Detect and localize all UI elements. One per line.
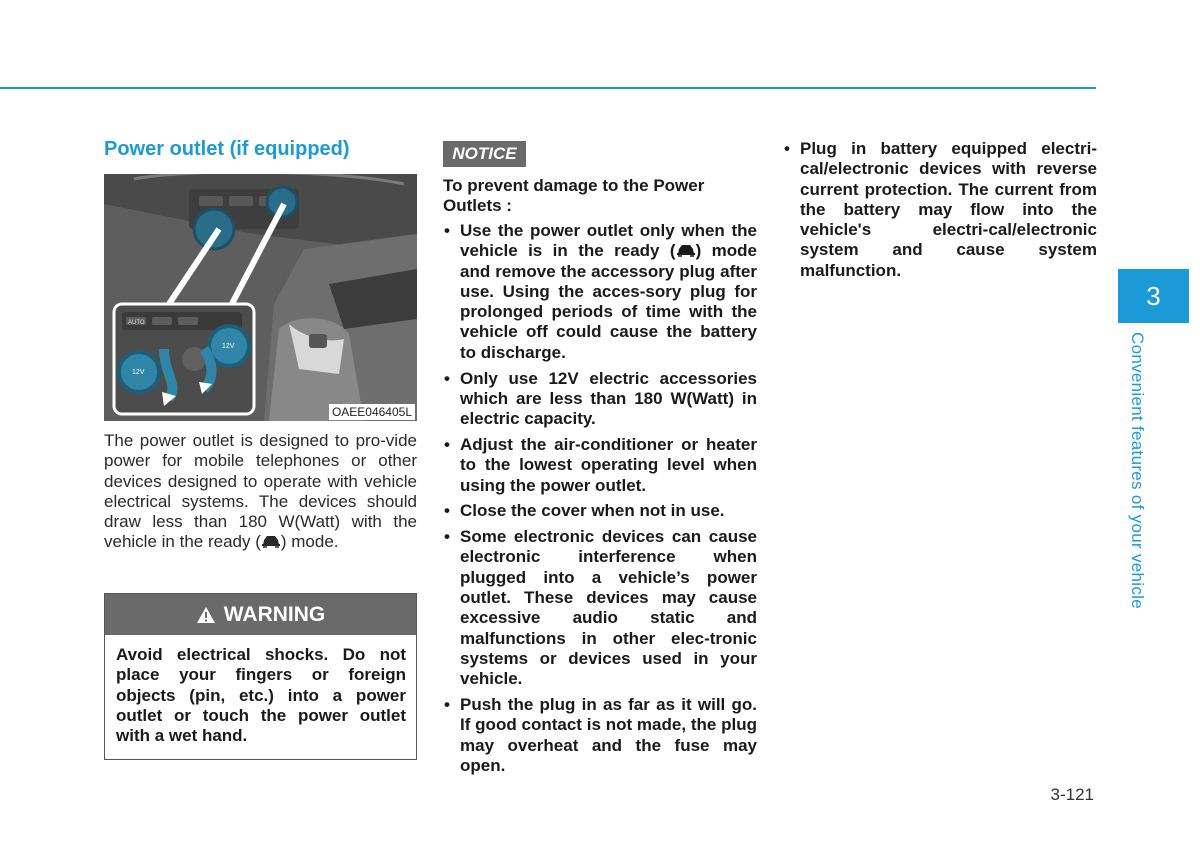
notice-badge: NOTICE — [443, 141, 526, 167]
notice-intro: To prevent damage to the Power Outlets : — [443, 176, 705, 216]
ready-mode-icon — [676, 242, 696, 258]
column3-list — [783, 139, 1097, 287]
ready-mode-icon — [261, 533, 281, 549]
notice-item-0-before: Use the power outlet only when the vehicle is in the ready ( — [460, 221, 757, 261]
section-title: Power outlet (if equipped) — [104, 138, 350, 160]
figure-label-auto: AUTO — [128, 320, 145, 326]
column3-item-battery-devices: • Plug in battery equipped electri-cal/electronic devices with reverse current protection. The current from the battery may flow into the vehicle's electri-cal/electronic system and cause system malfunction. — [783, 139, 1097, 281]
chapter-label — [1127, 332, 1151, 622]
figure-caption: OAEE046405L — [329, 404, 415, 420]
intro-text-after: ) mode. — [280, 532, 339, 552]
figure-label-12v-right: 12V — [222, 343, 235, 350]
notice-list — [443, 221, 757, 782]
notice-item-close-cover: • Close the cover when not in use. — [443, 501, 757, 521]
warning-header — [105, 594, 416, 635]
top-rule — [0, 87, 1096, 89]
console-illustration — [104, 174, 417, 421]
notice-item-aircon: • Adjust the air-conditioner or heater to the lowest operating level when using the power outlet. — [443, 435, 757, 496]
notice-item-interference: • Some electronic devices can cause electronic interference when plugged into a vehicle’s power outlet. These devices may cause excessive audio static and malfunctions in other elec-tronic systems or devices used in your vehicle. — [443, 527, 757, 689]
notice-item-12v: • Only use 12V electric accessories which are less than 180 W(Watt) in electric capacity. — [443, 369, 757, 430]
power-outlet-figure — [104, 174, 417, 421]
notice-item-ready-mode — [443, 221, 757, 363]
figure-label-12v-left: 12V — [132, 369, 145, 376]
chapter-title: Convenient features of your vehicle — [1128, 332, 1147, 609]
notice-item-push-plug: • Push the plug in as far as it will go. If good contact is not made, the plug may overheat and the fuse may open. — [443, 695, 757, 776]
intro-paragraph — [104, 431, 417, 553]
chapter-tab: 3 — [1118, 269, 1189, 323]
warning-title: WARNING — [223, 602, 326, 626]
warning-box — [104, 593, 417, 760]
notice-item-0-after: ) mode and remove the accessory plug after use. Using the acces-sory plug for prolonged periods of time with the vehicle off could cause the battery to discharge. — [460, 241, 757, 362]
intro-text-before: The power outlet is designed to pro-vide power for mobile telephones or other devices designed to operate with vehicle electrical systems. The devices should draw less than 180 W(Watt) with the vehicle in the ready ( — [104, 431, 417, 552]
warning-triangle-icon — [196, 606, 216, 624]
warning-body: Avoid electrical shocks. Do not place your fingers or foreign objects (pin, etc.) into a power outlet or touch the power outlet with a wet hand. — [116, 645, 406, 746]
page-number: 3-121 — [1050, 785, 1094, 804]
